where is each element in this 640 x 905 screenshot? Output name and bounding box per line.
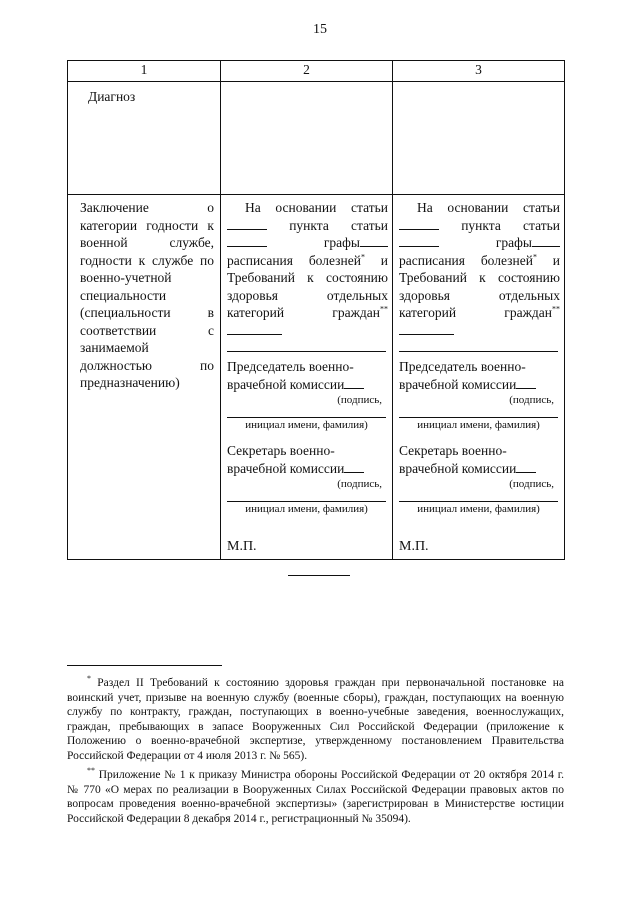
footnote-2: ** Приложение № 1 к приказу Министра обороны Российской Федерации от 20 октября 2014 г. № 770 «О мерах по реализации в Вооруженных Силах Российской Федерации правовых актов по вопросам проведения военно-врачебной экспертизы» (зарегистрирован в Министерстве юстиции Российской Федерации 8 декабря 2014 г., регистрационный № 35094).: [67, 766, 564, 825]
section-separator: [288, 575, 350, 576]
table-header-row: [68, 61, 565, 82]
chair-label: Председатель военно-врачебной комиссии: [393, 358, 564, 393]
basis-paragraph: На основании статьи пункта статьи графы расписания болезней* и Требований к состоянию здоровья отдельных категорий граждан**: [393, 199, 564, 339]
secretary-label: Секретарь военно-врачебной комиссии: [221, 442, 392, 477]
diagnosis-row: [68, 82, 565, 195]
diagnosis-label: Диагноз: [88, 89, 136, 104]
signature-caption: (подпись,: [509, 394, 554, 406]
signature-caption: (подпись,: [337, 478, 382, 490]
stamp-label: М.П.: [399, 538, 429, 554]
footnote-divider: [67, 665, 222, 666]
secretary-label: Секретарь военно-врачебной комиссии: [393, 442, 564, 477]
conclusion-table: [67, 60, 565, 560]
diagnosis-cell-2: [221, 82, 393, 195]
initials-caption: инициал имени, фамилия): [417, 419, 540, 431]
chair-label: Председатель военно-врачебной комиссии: [221, 358, 392, 393]
page-number: 15: [313, 22, 327, 37]
stamp-label: М.П.: [227, 538, 257, 554]
conclusion-row: [68, 195, 565, 560]
basis-paragraph: На основании статьи пункта статьи графы расписания болезней* и Требований к состоянию здоровья отдельных категорий граждан**: [221, 199, 392, 339]
signature-caption: (подпись,: [509, 478, 554, 490]
column-header-3: 3: [393, 61, 565, 82]
footnote-1: * Раздел II Требований к состоянию здоровья граждан при первоначальной постановке на воинский учет, призыве на военную службу (военные сборы), граждан, поступающих на военную службу по контракту, граждан, поступающих в военно-учебные заведения, военнослужащих, граждан, пребывающих в запасе Вооруженных Сил Российской Федерации (приложение к Положению о военно-врачебной экспертизе, утвержденному постановлением Правительства Российской Федерации от 4 июля 2013 г. № 565).: [67, 674, 564, 762]
initials-caption: инициал имени, фамилия): [245, 503, 368, 515]
initials-caption: инициал имени, фамилия): [245, 419, 368, 431]
conclusion-label: Заключение о категории годности к военной службе, годности к службе по военно-учетной специальности (специальности в соответствии с занимаемой должностью по предназначению): [80, 200, 214, 390]
column-header-1: 1: [68, 61, 221, 82]
signature-caption: (подпись,: [337, 394, 382, 406]
diagnosis-cell-3: [393, 82, 565, 195]
form-cell-3: [393, 195, 564, 559]
column-header-2: 2: [221, 61, 393, 82]
form-cell-2: [221, 195, 392, 559]
initials-caption: инициал имени, фамилия): [417, 503, 540, 515]
